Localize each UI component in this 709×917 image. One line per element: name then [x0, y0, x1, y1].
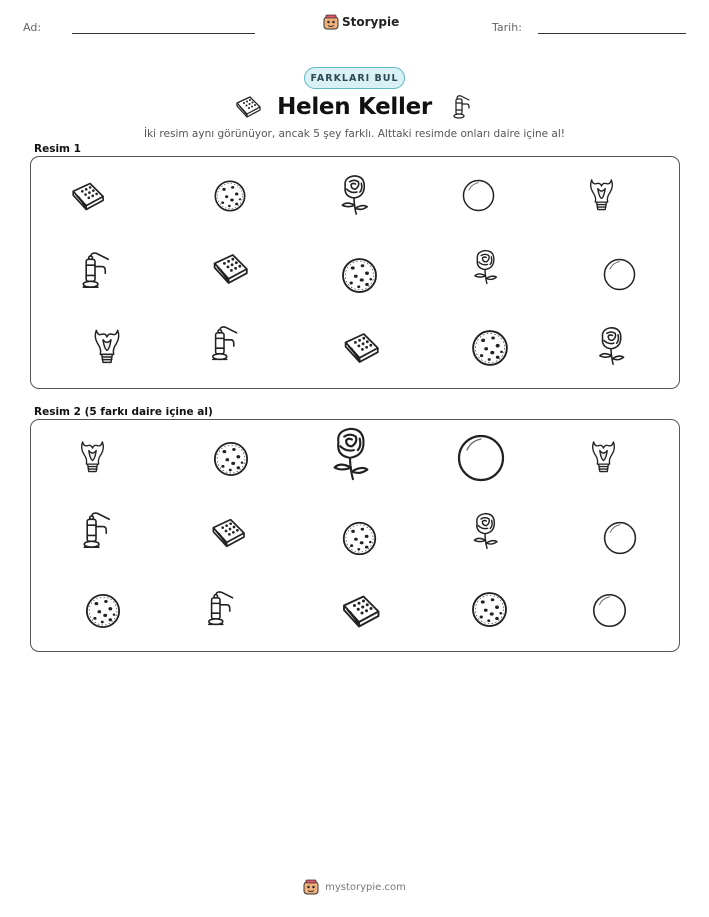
cookie-icon[interactable] — [338, 517, 381, 560]
water-pump-icon[interactable] — [74, 509, 118, 553]
name-label: Ad: — [23, 21, 42, 34]
footer-url[interactable]: mystorypie.com — [325, 881, 406, 893]
water-pump-icon[interactable] — [203, 323, 245, 365]
name-line[interactable] — [72, 33, 255, 34]
worksheet-badge: FARKLARI BUL — [304, 67, 405, 89]
title-row — [0, 90, 709, 124]
picture1-label: Resim 1 — [34, 143, 81, 155]
rose-icon[interactable] — [590, 325, 632, 367]
bubble-icon[interactable] — [451, 428, 511, 488]
bubble-icon[interactable] — [599, 254, 640, 295]
date-line[interactable] — [538, 33, 686, 34]
footer — [0, 879, 709, 895]
larynx-icon[interactable] — [585, 437, 622, 474]
braille-book-icon[interactable] — [68, 177, 107, 216]
bubble-icon[interactable] — [599, 517, 641, 559]
larynx-icon[interactable] — [583, 175, 620, 212]
rose-icon[interactable] — [332, 173, 376, 217]
cookie-icon[interactable] — [210, 176, 250, 216]
date-label: Tarih: — [492, 21, 522, 34]
cookie-icon[interactable] — [467, 587, 512, 632]
braille-book-icon[interactable] — [338, 589, 383, 634]
brand — [323, 12, 399, 32]
rose-icon[interactable] — [466, 248, 504, 286]
larynx-icon[interactable] — [87, 325, 127, 365]
picture2-label: Resim 2 (5 farkı daire içine al) — [34, 406, 213, 418]
water-pump-icon[interactable] — [73, 249, 117, 293]
braille-book-icon[interactable] — [340, 327, 382, 369]
instructions: İki resim aynı görünüyor, ancak 5 şey farklı. Alttaki resimde onları daire içine al! — [144, 128, 565, 140]
brand-name: Storypie — [342, 15, 400, 29]
storypie-logo-icon — [323, 14, 339, 30]
cookie-icon[interactable] — [209, 437, 253, 481]
larynx-icon[interactable] — [74, 437, 111, 474]
water-pump-icon[interactable] — [199, 588, 241, 630]
cookie-icon[interactable] — [467, 325, 513, 371]
bubble-icon[interactable] — [588, 589, 631, 632]
water-pump-icon — [446, 92, 476, 122]
rose-icon[interactable] — [465, 511, 505, 551]
braille-book-icon[interactable] — [208, 513, 248, 553]
storypie-logo-icon — [303, 879, 319, 895]
bubble-icon[interactable] — [458, 175, 499, 216]
cookie-icon[interactable] — [81, 589, 125, 633]
page-title: Helen Keller — [277, 94, 432, 120]
braille-book-icon[interactable] — [209, 248, 251, 290]
rose-icon[interactable] — [321, 425, 379, 483]
cookie-icon[interactable] — [337, 253, 382, 298]
braille-book-icon — [233, 92, 263, 122]
